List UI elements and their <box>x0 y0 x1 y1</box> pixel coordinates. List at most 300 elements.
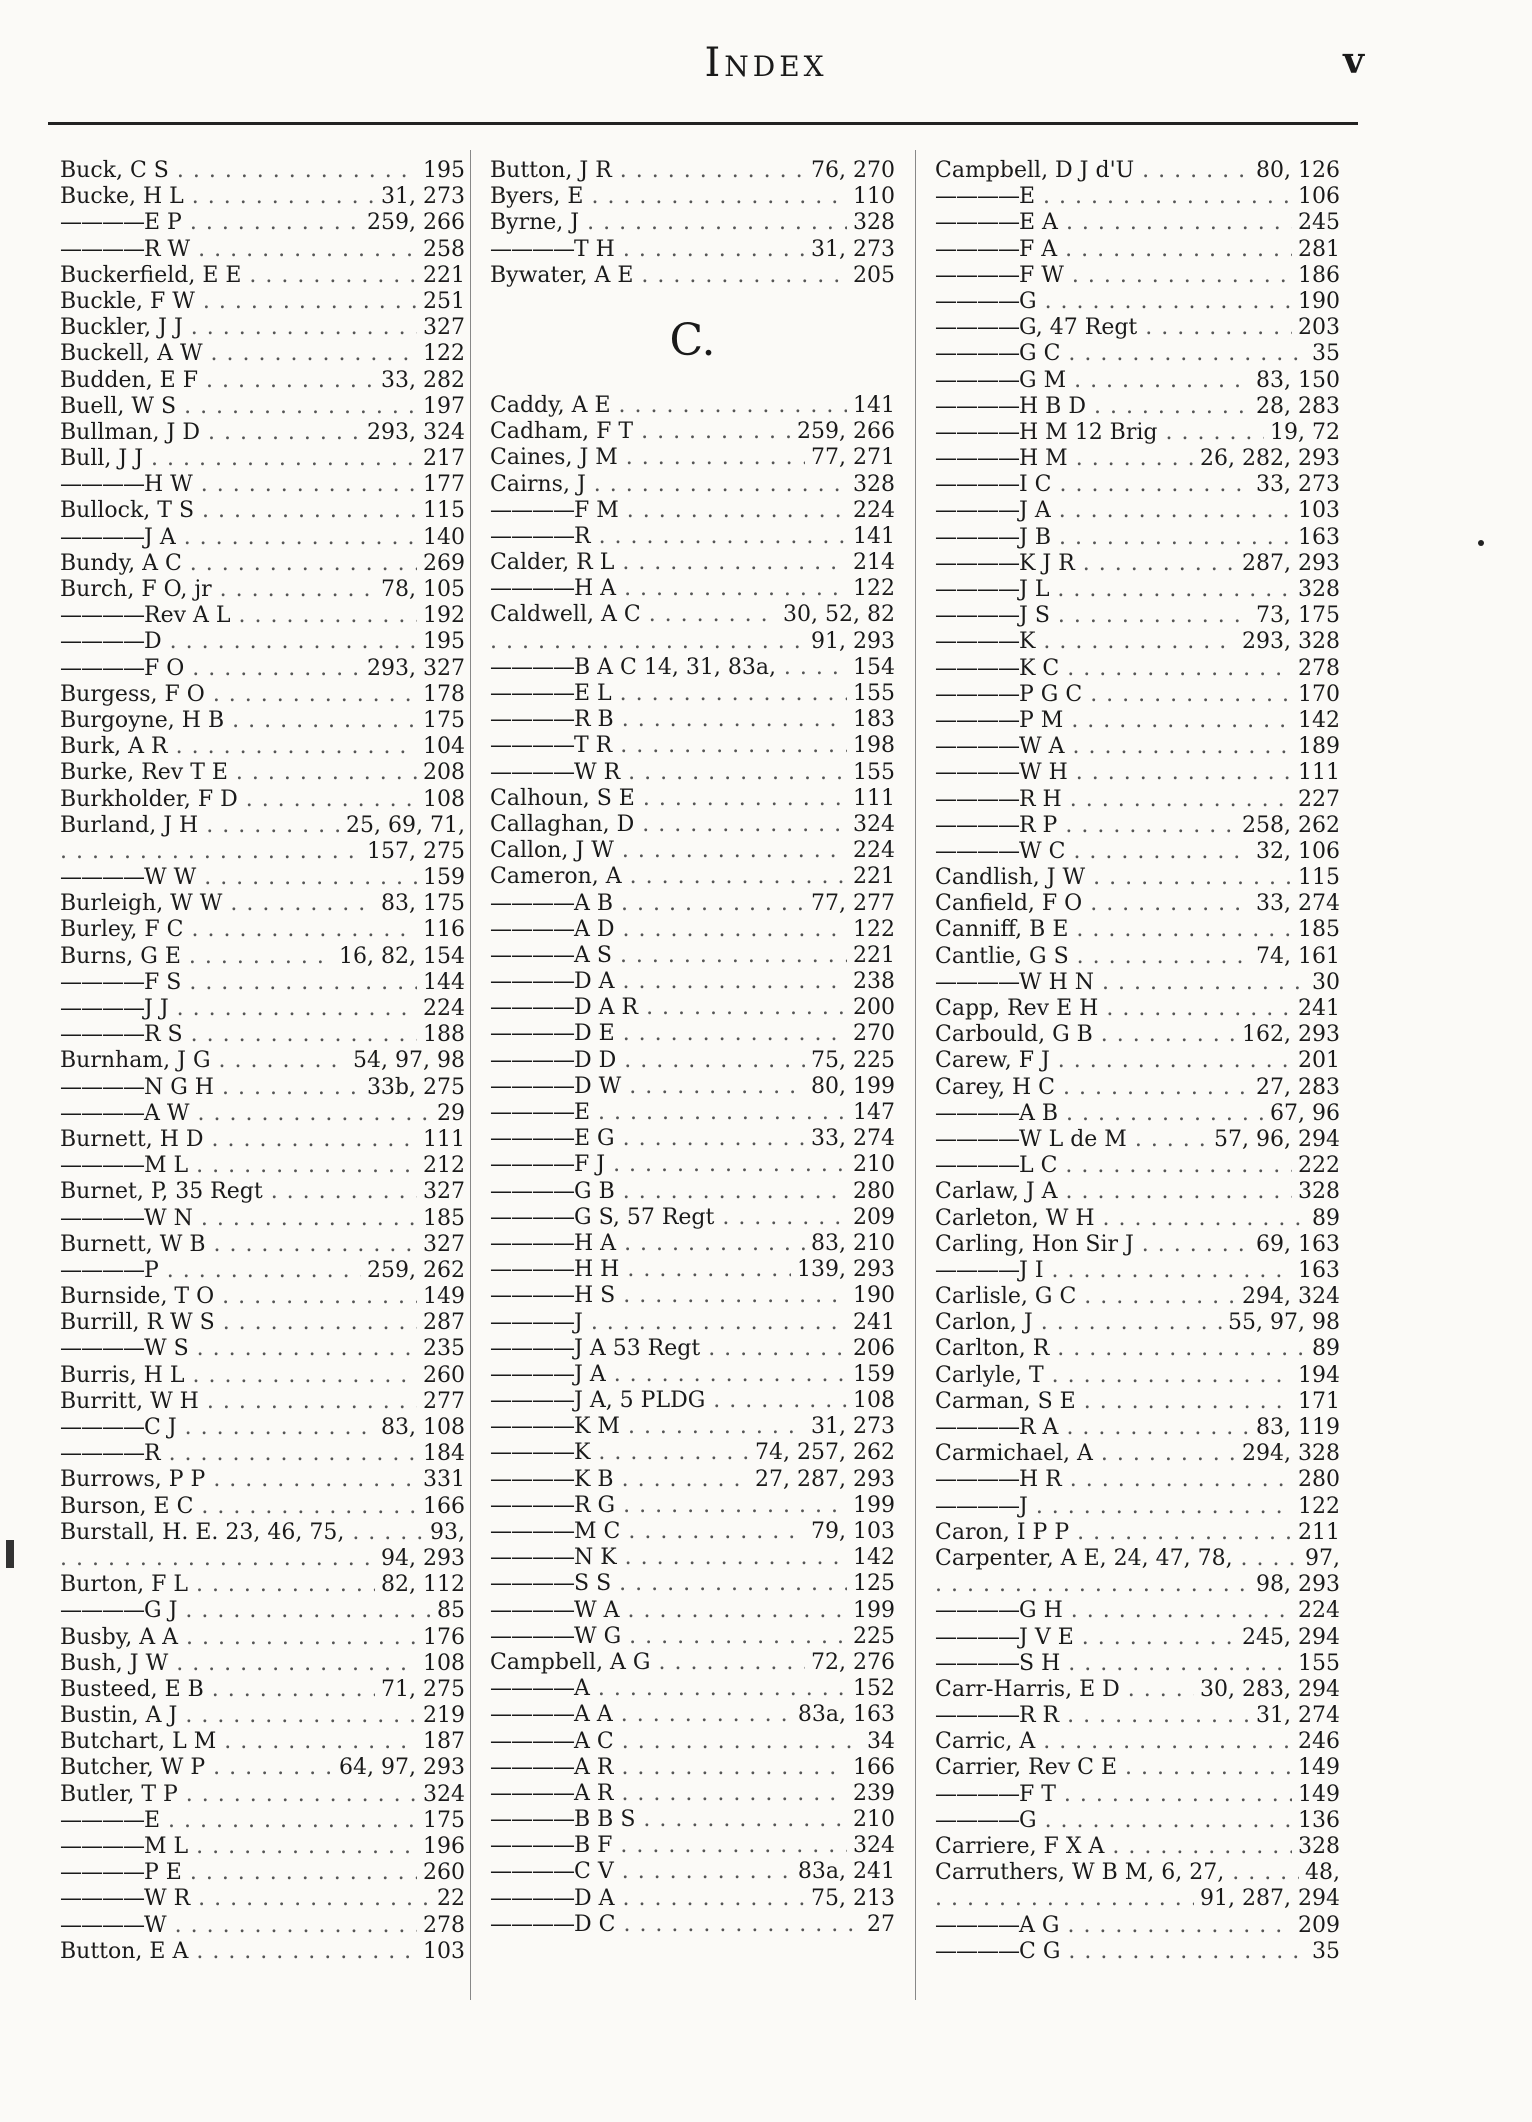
entry-pages: 78, 105 <box>381 577 465 602</box>
index-entry <box>60 1153 465 1179</box>
entry-name: ———— C G . . . <box>935 1939 1306 1965</box>
index-entry <box>935 420 1340 446</box>
index-entry <box>490 550 895 576</box>
index-entry <box>935 1336 1340 1362</box>
entry-pages: 144 <box>423 969 465 995</box>
entry-name: ———— A C . . . <box>490 1729 861 1755</box>
entry-pages: 91, 287, 294 <box>1200 1886 1340 1912</box>
entry-pages: 77, 271 <box>811 445 895 471</box>
entry-name: Buckell, A W . . . <box>60 341 417 367</box>
entry-name: Cairns, J . . . <box>490 472 847 498</box>
entry-pages: 210 <box>853 1807 895 1833</box>
entry-pages: 281 <box>1298 236 1340 262</box>
index-entry <box>935 1520 1340 1546</box>
entry-name: Cameron, A . . . <box>490 864 847 890</box>
index-entry <box>935 1913 1340 1939</box>
index-entry <box>490 1100 895 1126</box>
index-entry <box>935 1808 1340 1834</box>
index-entry <box>490 1912 895 1938</box>
entry-pages: 31, 273 <box>381 184 465 210</box>
entry-name: ———— N G H . . . <box>60 1075 361 1101</box>
entry-name: ———— F A . . . <box>935 237 1292 263</box>
entry-pages: 175 <box>423 707 465 733</box>
entry-name: ———— M C . . . <box>490 1519 805 1545</box>
index-entry <box>490 864 895 890</box>
entry-name: ———— K M . . . <box>490 1414 805 1440</box>
index-entry <box>935 1625 1340 1651</box>
index-entry <box>935 1677 1340 1703</box>
index-entry <box>60 1127 465 1153</box>
entry-pages: 142 <box>853 1545 895 1571</box>
index-entry <box>490 1493 895 1519</box>
entry-pages: 331 <box>423 1467 465 1493</box>
entry-pages: 171 <box>1298 1388 1340 1414</box>
entry-name: ———— S S . . . <box>490 1571 847 1597</box>
entry-name: ———— H A . . . <box>490 576 847 602</box>
entry-pages: 196 <box>423 1834 465 1859</box>
entry-pages: 260 <box>423 1362 465 1388</box>
index-entry <box>935 577 1340 603</box>
index-entry <box>490 184 895 210</box>
index-entry <box>60 446 465 472</box>
entry-name: Canfield, F O . . . <box>935 891 1250 917</box>
entry-pages: 324 <box>853 1833 895 1859</box>
entry-name: ———— E . . . <box>490 1100 847 1126</box>
entry-name: Callaghan, D . . . <box>490 812 847 838</box>
entry-name <box>60 839 361 865</box>
entry-name: ———— A S . . . <box>490 943 847 969</box>
entry-name: ———— R . . . <box>490 524 847 550</box>
index-entry <box>490 1283 895 1309</box>
index-entry <box>935 237 1340 263</box>
entry-pages: 176 <box>423 1624 465 1650</box>
index-entry <box>60 394 465 420</box>
index-entry <box>935 1834 1340 1860</box>
entry-name: Burnet, P, 35 Regt . . . <box>60 1179 417 1205</box>
entry-pages: 103 <box>423 1938 465 1964</box>
index-entry <box>60 996 465 1022</box>
index-entry <box>60 656 465 682</box>
entry-pages: 211 <box>1298 1519 1340 1545</box>
entry-pages: 221 <box>853 942 895 968</box>
entry-name: ———— W A . . . <box>490 1598 847 1624</box>
entry-name: ———— T H . . . <box>490 237 805 263</box>
index-entry <box>935 1415 1340 1441</box>
index-entry <box>490 629 895 655</box>
entry-name: ———— G . . . <box>935 1808 1292 1834</box>
entry-pages: 122 <box>423 341 465 367</box>
entry-pages: 280 <box>1298 1467 1340 1493</box>
entry-name: Carman, S E . . . <box>935 1389 1292 1415</box>
entry-name: Burstall, H. E. 23, 46, 75, . . . <box>60 1520 424 1546</box>
index-entry <box>490 943 895 969</box>
index-entry <box>935 734 1340 760</box>
entry-name: Button, E A . . . <box>60 1939 417 1965</box>
entry-name: ———— W R . . . <box>60 1886 431 1912</box>
index-entry <box>935 682 1340 708</box>
index-entry <box>935 1258 1340 1284</box>
entry-pages: 195 <box>423 158 465 183</box>
entry-pages: 185 <box>1298 917 1340 943</box>
index-entry <box>490 1807 895 1833</box>
entry-name: ———— B A C 14, 31, 83a, . . . <box>490 655 847 681</box>
entry-pages: 241 <box>1298 996 1340 1021</box>
entry-name: Carlton, R . . . <box>935 1336 1306 1362</box>
entry-name: Burleigh, W W . . . <box>60 891 375 917</box>
entry-pages: 98, 293 <box>1256 1572 1340 1598</box>
index-entry <box>60 1048 465 1074</box>
entry-name: Bundy, A C . . . <box>60 551 417 577</box>
entry-pages: 293, 327 <box>367 655 465 681</box>
entry-name: ———— I C . . . <box>935 472 1250 498</box>
entry-pages: 224 <box>423 996 465 1021</box>
index-entry <box>60 1808 465 1834</box>
entry-name: ———— A R . . . <box>490 1755 847 1781</box>
index-entry <box>490 1676 895 1702</box>
index-entry <box>490 1048 895 1074</box>
entry-pages: 245, 294 <box>1242 1624 1340 1650</box>
index-entry <box>935 341 1340 367</box>
index-entry <box>490 1179 895 1205</box>
index-entry <box>935 368 1340 394</box>
entry-name: ———— J I . . . <box>935 1258 1292 1284</box>
entry-name: Carruthers, W B M, 6, 27, . . . <box>935 1860 1299 1886</box>
index-entry <box>490 419 895 445</box>
margin-dot <box>1478 540 1484 546</box>
entry-pages: 188 <box>423 1022 465 1048</box>
entry-name: Buckerfield, E E . . . <box>60 263 417 289</box>
index-entry <box>490 1886 895 1912</box>
entry-pages: 201 <box>1298 1048 1340 1074</box>
entry-pages: 214 <box>853 550 895 576</box>
entry-pages: 28, 283 <box>1256 393 1340 419</box>
entry-pages: 199 <box>853 1597 895 1623</box>
index-entry <box>60 891 465 917</box>
index-entry <box>490 838 895 864</box>
entry-pages: 83a, 163 <box>797 1702 895 1728</box>
index-entry <box>490 969 895 995</box>
entry-name: Carlon, J . . . <box>935 1310 1222 1336</box>
entry-pages: 110 <box>853 184 895 210</box>
index-entry <box>60 1179 465 1205</box>
index-entry <box>490 707 895 733</box>
index-entry <box>935 656 1340 682</box>
entry-name: ———— R A . . . <box>935 1415 1250 1441</box>
index-entry <box>60 760 465 786</box>
entry-name: Carlyle, T . . . <box>935 1363 1292 1389</box>
index-entry <box>490 655 895 681</box>
entry-name: ———— F W . . . <box>935 263 1292 289</box>
index-entry <box>490 1650 895 1676</box>
entry-name: Carbould, G B . . . <box>935 1022 1236 1048</box>
entry-name: Calhoun, S E . . . <box>490 786 847 812</box>
index-entry <box>490 995 895 1021</box>
entry-name: ———— F T . . . <box>935 1782 1292 1808</box>
index-entry <box>935 865 1340 891</box>
index-entry <box>60 551 465 577</box>
entry-pages: 278 <box>1298 655 1340 681</box>
entry-pages: 328 <box>853 210 895 236</box>
entry-pages: 294, 328 <box>1242 1441 1340 1467</box>
entry-pages: 29 <box>437 1100 465 1126</box>
index-entry <box>60 368 465 394</box>
index-entry <box>935 1284 1340 1310</box>
entry-pages: 111 <box>1298 760 1340 786</box>
index-entry <box>60 1336 465 1362</box>
entry-pages: 149 <box>423 1284 465 1310</box>
index-entry <box>490 1571 895 1597</box>
entry-pages: 209 <box>853 1204 895 1230</box>
index-entry <box>490 237 895 263</box>
entry-pages: 83, 119 <box>1256 1415 1340 1440</box>
index-entry <box>60 1651 465 1677</box>
entry-name: Carlisle, G C . . . <box>935 1284 1236 1310</box>
entry-pages: 203 <box>1298 315 1340 341</box>
index-entry <box>490 263 895 289</box>
entry-name: Carriere, F X A . . . <box>935 1834 1292 1860</box>
entry-name: ———— C V . . . <box>490 1859 792 1885</box>
entry-pages: 224 <box>1298 1598 1340 1624</box>
entry-pages: 33, 273 <box>1256 472 1340 498</box>
index-entry <box>60 1415 465 1441</box>
entry-pages: 217 <box>423 446 465 472</box>
entry-name: ———— F S . . . <box>60 970 417 996</box>
index-entry <box>935 629 1340 655</box>
entry-pages: 94, 293 <box>381 1545 465 1571</box>
entry-pages: 122 <box>853 916 895 942</box>
entry-pages: 260 <box>423 1860 465 1886</box>
entry-name: Carpenter, A E, 24, 47, 78, . . . <box>935 1546 1299 1572</box>
index-entry <box>490 786 895 812</box>
entry-pages: 116 <box>423 917 465 943</box>
entry-pages: 142 <box>1298 707 1340 733</box>
entry-pages: 205 <box>853 262 895 288</box>
index-entry <box>490 1781 895 1807</box>
entry-name: ———— D A . . . <box>490 1886 805 1912</box>
entry-pages: 57, 96, 294 <box>1214 1126 1340 1152</box>
entry-name: ———— C J . . . <box>60 1415 375 1441</box>
index-entry <box>60 1363 465 1389</box>
entry-name: ———— E . . . <box>60 1808 417 1834</box>
entry-pages: 225 <box>853 1623 895 1649</box>
entry-pages: 159 <box>423 865 465 891</box>
entry-pages: 79, 103 <box>811 1519 895 1544</box>
entry-name: ———— R H . . . <box>935 787 1292 813</box>
entry-name: Campbell, A G . . . <box>490 1650 805 1676</box>
entry-name: ———— E . . . <box>935 184 1292 210</box>
entry-name: ———— W H . . . <box>935 760 1292 786</box>
entry-name: ———— D A . . . <box>490 969 847 995</box>
index-entry <box>490 760 895 786</box>
entry-pages: 73, 175 <box>1256 603 1340 629</box>
entry-name: ———— T R . . . <box>490 733 847 759</box>
index-entry <box>935 603 1340 629</box>
header-rule <box>48 122 1358 125</box>
index-entry <box>935 1022 1340 1048</box>
entry-pages: 154 <box>853 654 895 680</box>
index-entry <box>490 1205 895 1231</box>
entry-pages: 30, 52, 82 <box>783 602 895 628</box>
index-entry <box>60 1625 465 1651</box>
index-entry <box>490 812 895 838</box>
index-entry <box>60 158 465 184</box>
index-entry <box>60 1677 465 1703</box>
index-entry <box>935 1441 1340 1467</box>
entry-pages: 141 <box>853 392 895 418</box>
entry-name: ———— J V E . . . <box>935 1625 1236 1651</box>
index-entry <box>60 1075 465 1101</box>
entry-name: Burke, Rev T E . . . <box>60 760 417 786</box>
entry-pages: 199 <box>853 1492 895 1518</box>
index-entry <box>60 341 465 367</box>
entry-name: ———— A B . . . <box>490 891 805 917</box>
entry-name: Carr-Harris, E D . . . <box>935 1677 1194 1703</box>
index-entry <box>935 158 1340 184</box>
entry-pages: 221 <box>853 864 895 890</box>
entry-name: ———— M L . . . <box>60 1153 417 1179</box>
entry-pages: 163 <box>1298 524 1340 550</box>
entry-pages: 200 <box>853 995 895 1021</box>
column-divider <box>915 150 916 2000</box>
entry-pages: 115 <box>423 498 465 524</box>
entry-name: ———— D C . . . <box>490 1912 861 1938</box>
index-entry <box>60 1284 465 1310</box>
index-entry <box>60 839 465 865</box>
entry-pages: 197 <box>423 393 465 419</box>
entry-pages: 83, 175 <box>381 891 465 917</box>
entry-pages: 89 <box>1312 1205 1340 1231</box>
entry-name: ———— D D . . . <box>490 1048 805 1074</box>
entry-pages: 75, 225 <box>811 1047 895 1073</box>
entry-name: ———— W A . . . <box>935 734 1292 760</box>
entry-pages: 33b, 275 <box>366 1074 465 1100</box>
entry-name: ———— J B . . . <box>935 525 1292 551</box>
entry-name: ———— F O . . . <box>60 656 361 682</box>
entry-pages: 270 <box>853 1021 895 1047</box>
entry-name: ———— H S . . . <box>490 1283 847 1309</box>
entry-name: ———— H B D . . . <box>935 394 1250 420</box>
entry-name <box>935 1572 1250 1598</box>
entry-name: ———— D A R . . . <box>490 995 847 1021</box>
entry-name: ———— R S . . . <box>60 1022 417 1048</box>
index-entry <box>60 315 465 341</box>
entry-pages: 258 <box>423 236 465 262</box>
entry-name: Budden, E F . . . <box>60 368 375 394</box>
entry-name: ———— F M . . . <box>490 498 847 524</box>
index-entry <box>935 263 1340 289</box>
entry-pages: 170 <box>1298 681 1340 707</box>
index-entry <box>60 1022 465 1048</box>
entry-pages: 224 <box>853 838 895 864</box>
index-entry <box>935 1179 1340 1205</box>
page-header <box>0 40 1532 100</box>
entry-pages: 139, 293 <box>797 1257 895 1283</box>
index-entry <box>490 1702 895 1728</box>
entry-name: ———— P . . . <box>60 1258 361 1284</box>
entry-pages: 67, 96 <box>1270 1100 1340 1126</box>
index-entry <box>60 498 465 524</box>
entry-pages: 30, 283, 294 <box>1200 1676 1340 1702</box>
entry-pages: 149 <box>1298 1755 1340 1781</box>
entry-name: Bywater, A E . . . <box>490 263 847 289</box>
index-entry <box>490 733 895 759</box>
entry-name: Bucke, H L . . . <box>60 184 375 210</box>
entry-name: Canniff, B E . . . <box>935 917 1292 943</box>
entry-name: ———— K B . . . <box>490 1467 749 1493</box>
index-entry <box>935 1075 1340 1101</box>
entry-name: Burton, F L . . . <box>60 1572 375 1598</box>
entry-pages: 74, 161 <box>1256 943 1340 969</box>
index-entry <box>490 1729 895 1755</box>
entry-pages: 294, 324 <box>1242 1284 1340 1310</box>
index-entry <box>490 1440 895 1466</box>
entry-pages: 155 <box>853 759 895 785</box>
entry-pages: 178 <box>423 681 465 707</box>
entry-pages: 293, 324 <box>367 419 465 445</box>
entry-pages: 198 <box>853 733 895 759</box>
entry-name: Burnett, W B . . . <box>60 1232 417 1258</box>
entry-pages: 239 <box>853 1780 895 1806</box>
entry-name: ———— H H . . . <box>490 1257 791 1283</box>
index-entry <box>60 1389 465 1415</box>
entry-name: ———— F J . . . <box>490 1152 847 1178</box>
entry-name: ———— J S . . . <box>935 603 1250 629</box>
index-entry <box>935 970 1340 996</box>
entry-pages: 190 <box>1298 288 1340 314</box>
index-entry <box>935 944 1340 970</box>
index-entry <box>490 472 895 498</box>
entry-pages: 224 <box>853 497 895 523</box>
index-entry <box>490 1336 895 1362</box>
entry-name: ———— J A 53 Regt . . . <box>490 1336 847 1362</box>
index-entry <box>60 1101 465 1127</box>
entry-pages: 115 <box>1298 865 1340 891</box>
entry-pages: 25, 69, 71, <box>346 812 465 838</box>
index-column-2 <box>490 158 895 1938</box>
entry-name: ———— K C . . . <box>935 656 1292 682</box>
index-entry <box>935 1310 1340 1336</box>
index-entry <box>935 813 1340 839</box>
index-entry <box>935 1389 1340 1415</box>
index-entry <box>60 1598 465 1624</box>
entry-pages: 185 <box>423 1205 465 1231</box>
entry-pages: 74, 257, 262 <box>755 1440 895 1466</box>
entry-pages: 34 <box>867 1728 895 1754</box>
entry-pages: 16, 82, 154 <box>339 943 465 969</box>
index-entry <box>935 289 1340 315</box>
entry-name: Bustin, A J . . . <box>60 1703 417 1729</box>
entry-pages: 175 <box>423 1807 465 1833</box>
index-entry <box>935 394 1340 420</box>
entry-name: ———— H W . . . <box>60 472 417 498</box>
index-entry <box>490 1388 895 1414</box>
entry-pages: 258, 262 <box>1242 812 1340 838</box>
index-entry <box>60 1834 465 1860</box>
entry-name: Capp, Rev E H . . . <box>935 996 1292 1022</box>
index-entry <box>60 1729 465 1755</box>
entry-name: Butchart, L M . . . <box>60 1729 417 1755</box>
index-entry <box>935 1886 1340 1912</box>
index-entry <box>490 1598 895 1624</box>
entry-name: ———— Rev A L . . . <box>60 603 417 629</box>
index-entry <box>935 708 1340 734</box>
index-entry <box>60 1755 465 1781</box>
index-entry <box>60 917 465 943</box>
index-entry <box>935 1782 1340 1808</box>
entry-pages: 186 <box>1298 262 1340 288</box>
entry-name: Carling, Hon Sir J . . . <box>935 1232 1250 1258</box>
entry-name: ———— B F . . . <box>490 1833 847 1859</box>
